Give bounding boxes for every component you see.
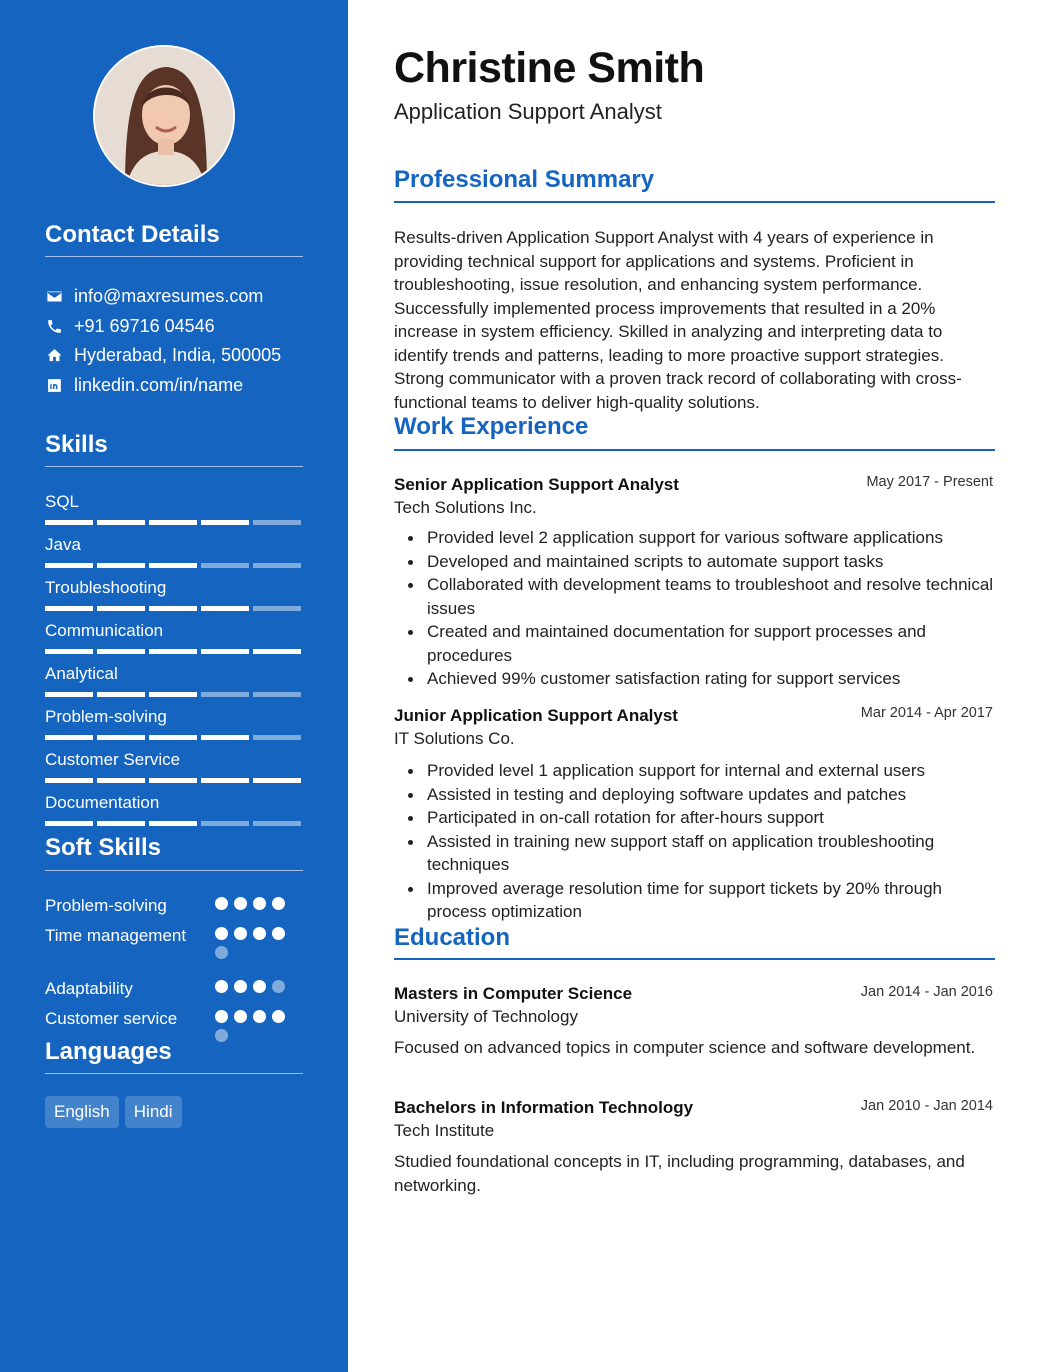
list-item: Collaborated with development teams to troubleshoot and resolve technical issues [394, 573, 994, 620]
rating-dot [253, 927, 266, 940]
soft-skill-item [45, 924, 303, 947]
skill-level-segment [97, 649, 145, 654]
skill-item [45, 491, 303, 513]
rating-dot [215, 1010, 228, 1023]
phone-icon [45, 317, 63, 335]
rating-dot [234, 1010, 247, 1023]
rating-dot [215, 1029, 228, 1042]
summary-title: Professional Summary [394, 166, 655, 193]
rating-dot [215, 980, 228, 993]
education-title: Education [394, 924, 511, 951]
divider [394, 201, 995, 203]
languages-list [45, 1096, 182, 1128]
degree-title: Bachelors in Information Technology [394, 1098, 694, 1117]
skill-level-segment [97, 778, 145, 783]
skill-item [45, 620, 303, 642]
school-name: University of Technology [394, 1007, 578, 1026]
skill-level-segment [201, 821, 249, 826]
skill-level-segment [253, 563, 301, 568]
skill-level-bars [45, 778, 301, 783]
skill-level-segment [97, 821, 145, 826]
skill-level-segment [201, 563, 249, 568]
skill-level-segment [97, 692, 145, 697]
list-item: Participated in on-call rotation for after-hours support [394, 806, 994, 830]
list-item: Assisted in training new support staff on application troubleshooting techniques [394, 830, 994, 877]
skill-level-segment [45, 649, 93, 654]
envelope-icon [45, 287, 63, 305]
soft-skill-item [45, 894, 303, 917]
degree-title: Masters in Computer Science [394, 984, 633, 1003]
soft-skill-item [45, 977, 303, 1000]
contact-email-text: info@maxresumes.com [74, 285, 264, 306]
job-dates: Mar 2014 - Apr 2017 [860, 705, 993, 721]
candidate-name: Christine Smith [394, 44, 705, 92]
rating-dot [234, 897, 247, 910]
education-description: Focused on advanced topics in computer science and software development. [394, 1038, 976, 1057]
job-bullets [394, 759, 994, 924]
rating-dot [234, 927, 247, 940]
skill-level-segment [149, 692, 197, 697]
list-item: Assisted in testing and deploying software updates and patches [394, 783, 994, 807]
language-tag: English [45, 1096, 119, 1128]
skill-level-segment [201, 520, 249, 525]
education-dates: Jan 2010 - Jan 2014 [860, 1098, 993, 1114]
skill-level-segment [201, 649, 249, 654]
education-description: Studied foundational concepts in IT, including programming, databases, and networking. [394, 1152, 965, 1195]
rating-dot [215, 897, 228, 910]
rating-dot [272, 897, 285, 910]
contact-linkedin[interactable] [45, 373, 243, 397]
skill-level-segment [97, 606, 145, 611]
soft-skill-rating [215, 927, 290, 959]
list-item: Created and maintained documentation for support processes and procedures [394, 620, 994, 667]
skill-level-bars [45, 821, 301, 826]
skill-level-bars [45, 563, 301, 568]
skill-level-segment [253, 821, 301, 826]
skill-name: Customer Service [45, 750, 181, 769]
rating-dot [253, 980, 266, 993]
education-dates: Jan 2014 - Jan 2016 [860, 984, 993, 1000]
job-dates: May 2017 - Present [866, 474, 993, 490]
contact-details-title: Contact Details [45, 221, 220, 248]
skill-level-bars [45, 520, 301, 525]
skill-name: SQL [45, 492, 80, 511]
skill-level-segment [253, 649, 301, 654]
soft-skill-name: Adaptability [45, 979, 133, 998]
skill-level-segment [201, 606, 249, 611]
skill-level-segment [253, 778, 301, 783]
skill-level-segment [45, 735, 93, 740]
job-company: IT Solutions Co. [394, 729, 515, 748]
list-item: Improved average resolution time for support tickets by 20% through process optimization [394, 877, 994, 924]
skill-level-segment [253, 606, 301, 611]
language-tag: Hindi [125, 1096, 182, 1128]
skill-level-segment [253, 520, 301, 525]
soft-skill-name: Customer service [45, 1009, 178, 1028]
home-icon [45, 346, 63, 364]
skill-level-segment [149, 778, 197, 783]
skill-level-segment [149, 649, 197, 654]
soft-skill-item [45, 1007, 303, 1030]
skill-level-segment [149, 821, 197, 826]
soft-skill-name: Time management [45, 926, 187, 945]
skill-item [45, 663, 303, 685]
skill-name: Problem-solving [45, 707, 167, 726]
profile-photo-icon [95, 47, 235, 187]
skill-level-bars [45, 735, 301, 740]
skill-level-segment [201, 778, 249, 783]
school-name: Tech Institute [394, 1121, 495, 1140]
sidebar [0, 0, 348, 1372]
languages-title: Languages [45, 1038, 172, 1065]
contact-address [45, 343, 281, 367]
contact-address-text: Hyderabad, India, 500005 [74, 344, 282, 365]
soft-skills-title: Soft Skills [45, 834, 162, 861]
list-item: Developed and maintained scripts to automate support tasks [394, 550, 994, 574]
skill-level-segment [201, 735, 249, 740]
job-role: Senior Application Support Analyst [394, 475, 679, 494]
skill-level-bars [45, 692, 301, 697]
skill-level-segment [97, 735, 145, 740]
linkedin-icon [45, 376, 63, 394]
candidate-title: Application Support Analyst [394, 99, 662, 124]
skill-level-segment [253, 692, 301, 697]
skill-item [45, 706, 303, 728]
soft-skill-rating [215, 1010, 290, 1042]
rating-dot [253, 897, 266, 910]
contact-linkedin-text: linkedin.com/in/name [74, 374, 244, 395]
divider [45, 870, 303, 871]
skill-level-bars [45, 649, 301, 654]
skill-item [45, 792, 303, 814]
soft-skill-name: Problem-solving [45, 896, 167, 915]
skill-name: Troubleshooting [45, 578, 167, 597]
divider [45, 256, 303, 257]
skill-item [45, 577, 303, 599]
soft-skill-rating [215, 897, 290, 910]
skill-level-segment [45, 520, 93, 525]
skill-item [45, 749, 303, 771]
skill-level-segment [45, 606, 93, 611]
skill-level-bars [45, 606, 301, 611]
avatar [93, 45, 235, 187]
divider [394, 958, 995, 960]
skill-name: Communication [45, 621, 164, 640]
skill-item [45, 534, 303, 556]
skill-level-segment [149, 563, 197, 568]
skill-level-segment [253, 735, 301, 740]
skill-level-segment [149, 606, 197, 611]
list-item: Provided level 1 application support for internal and external users [394, 759, 994, 783]
skill-level-segment [97, 563, 145, 568]
skill-level-segment [149, 735, 197, 740]
rating-dot [215, 946, 228, 959]
divider [45, 1073, 303, 1074]
list-item: Achieved 99% customer satisfaction rating for support services [394, 667, 994, 691]
summary-text: Results-driven Application Support Analyst with 4 years of experience in providing technical support for applications and systems. Proficient in troubleshooting, issue resolution, and enhancing system performance. Successfully implemented process improvements that resulted in a 20% increase in system efficiency. Skilled in analyzing and interpreting data to identify trends and patterns, leading to more proactive support strategies. Strong communicator with a proven track record of collaborating with cross-functional teams to deliver high-quality solutions. [394, 228, 962, 412]
divider [394, 449, 995, 451]
skill-level-segment [201, 692, 249, 697]
rating-dot [272, 927, 285, 940]
contact-phone-text: +91 69716 04546 [74, 315, 215, 336]
divider [45, 466, 303, 467]
skill-level-segment [45, 821, 93, 826]
rating-dot [234, 980, 247, 993]
contact-phone[interactable] [45, 314, 215, 338]
rating-dot [253, 1010, 266, 1023]
rating-dot [272, 980, 285, 993]
skill-name: Analytical [45, 664, 118, 683]
skill-level-segment [45, 778, 93, 783]
skill-level-segment [149, 520, 197, 525]
soft-skill-rating [215, 980, 290, 993]
skill-level-segment [45, 563, 93, 568]
skill-level-segment [97, 520, 145, 525]
rating-dot [215, 927, 228, 940]
rating-dot [272, 1010, 285, 1023]
contact-email[interactable] [45, 284, 263, 308]
list-item: Provided level 2 application support for various software applications [394, 526, 994, 550]
job-company: Tech Solutions Inc. [394, 498, 537, 517]
skill-name: Documentation [45, 793, 160, 812]
skill-name: Java [45, 535, 81, 554]
job-bullets [394, 526, 994, 691]
skill-level-segment [45, 692, 93, 697]
job-role: Junior Application Support Analyst [394, 706, 678, 725]
skills-title: Skills [45, 431, 108, 458]
experience-title: Work Experience [394, 413, 589, 440]
